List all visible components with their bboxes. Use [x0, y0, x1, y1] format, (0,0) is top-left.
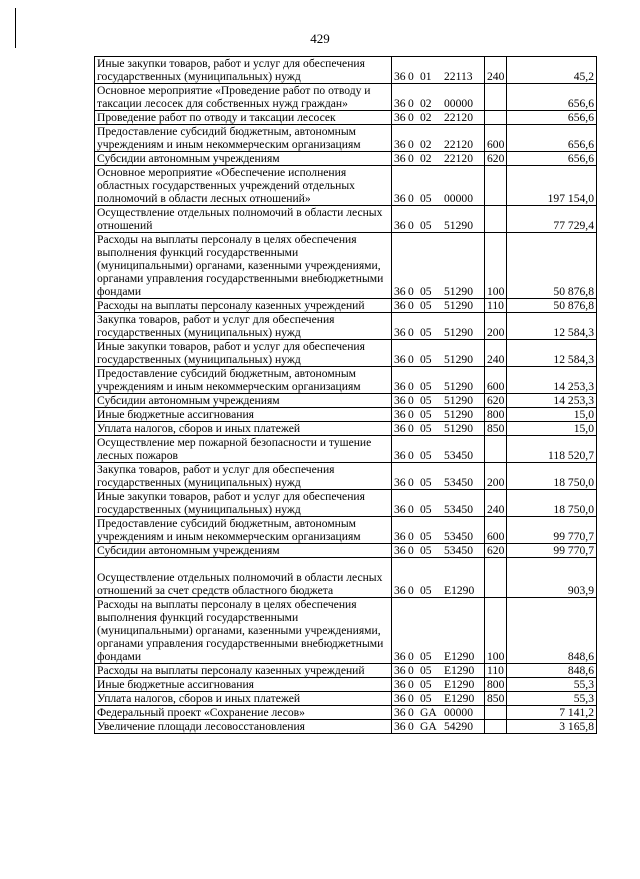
row-amount: 118 520,7 [507, 436, 597, 463]
row-amount: 656,6 [507, 125, 597, 152]
table-row [95, 340, 597, 367]
row-description: Субсидии автономным учреждениям [95, 152, 392, 166]
code-activity: 05 [420, 476, 432, 489]
code-subprogram: 0 [408, 664, 414, 677]
row-description: Субсидии автономным учреждениям [95, 544, 392, 558]
code-subprogram: 0 [408, 530, 414, 543]
code-program: 36 [394, 530, 406, 543]
code-direction: 51290 [444, 285, 473, 298]
code-activity: 05 [420, 299, 432, 312]
row-expense-type: 620 [485, 152, 507, 166]
code-subprogram: 0 [408, 97, 414, 110]
row-expense-type: 800 [485, 678, 507, 692]
row-code [392, 408, 485, 422]
code-direction: 51290 [444, 219, 473, 232]
row-amount: 197 154,0 [507, 166, 597, 206]
row-expense-type: 100 [485, 233, 507, 299]
code-program: 36 [394, 394, 406, 407]
row-amount: 656,6 [507, 152, 597, 166]
code-subprogram: 0 [408, 503, 414, 516]
code-activity: GA [420, 706, 437, 719]
row-description: Основное мероприятие «Проведение работ по отводу и таксации лесосек для собственных нужд граждан» [95, 84, 392, 111]
table-row [95, 706, 597, 720]
code-activity: 05 [420, 530, 432, 543]
code-subprogram: 0 [408, 408, 414, 421]
row-description: Иные бюджетные ассигнования [95, 408, 392, 422]
code-subprogram: 0 [408, 299, 414, 312]
code-direction: Е1290 [444, 692, 475, 705]
code-program: 36 [394, 326, 406, 339]
code-subprogram: 0 [408, 353, 414, 366]
code-subprogram: 0 [408, 544, 414, 557]
row-expense-type: 100 [485, 598, 507, 664]
table-row [95, 313, 597, 340]
row-expense-type [485, 558, 507, 598]
budget-table-body [95, 57, 597, 734]
code-subprogram: 0 [408, 394, 414, 407]
code-activity: 05 [420, 192, 432, 205]
code-subprogram: 0 [408, 111, 414, 124]
code-direction: 00000 [444, 706, 473, 719]
code-program: 36 [394, 192, 406, 205]
code-activity: 05 [420, 584, 432, 597]
row-code [392, 394, 485, 408]
row-amount: 99 770,7 [507, 544, 597, 558]
code-direction: 53450 [444, 449, 473, 462]
code-subprogram: 0 [408, 422, 414, 435]
row-code [392, 490, 485, 517]
row-expense-type [485, 436, 507, 463]
table-row [95, 166, 597, 206]
row-description: Основное мероприятие «Обеспечение исполнения областных государственных учреждений отдельных полномочий в области лесных отношений» [95, 166, 392, 206]
row-expense-type: 110 [485, 299, 507, 313]
row-description: Предоставление субсидий бюджетным, автономным учреждениям и иным некоммерческим организациям [95, 367, 392, 394]
row-description: Иные закупки товаров, работ и услуг для обеспечения государственных (муниципальных) нужд [95, 57, 392, 84]
code-subprogram: 0 [408, 692, 414, 705]
row-description: Проведение работ по отводу и таксации лесосек [95, 111, 392, 125]
code-direction: 53450 [444, 476, 473, 489]
table-row [95, 490, 597, 517]
row-description: Расходы на выплаты персоналу казенных учреждений [95, 299, 392, 313]
code-direction: 22120 [444, 111, 473, 124]
code-program: 36 [394, 299, 406, 312]
row-amount: 656,6 [507, 111, 597, 125]
row-expense-type: 240 [485, 57, 507, 84]
row-code [392, 720, 485, 734]
code-subprogram: 0 [408, 380, 414, 393]
page-number: 429 [310, 31, 330, 46]
row-expense-type [485, 84, 507, 111]
row-description: Иные закупки товаров, работ и услуг для обеспечения государственных (муниципальных) нужд [95, 340, 392, 367]
code-activity: 05 [420, 544, 432, 557]
code-activity: 05 [420, 503, 432, 516]
row-amount: 50 876,8 [507, 299, 597, 313]
code-subprogram: 0 [408, 476, 414, 489]
table-row [95, 544, 597, 558]
code-program: 36 [394, 678, 406, 691]
row-code [392, 544, 485, 558]
row-code [392, 558, 485, 598]
code-program: 36 [394, 449, 406, 462]
code-direction: 22113 [444, 70, 473, 83]
table-row [95, 558, 597, 598]
code-program: 36 [394, 111, 406, 124]
row-code [392, 166, 485, 206]
code-program: 36 [394, 503, 406, 516]
code-program: 36 [394, 544, 406, 557]
row-amount: 15,0 [507, 422, 597, 436]
code-activity: 05 [420, 650, 432, 663]
row-expense-type: 620 [485, 394, 507, 408]
table-row [95, 152, 597, 166]
row-amount: 77 729,4 [507, 206, 597, 233]
code-activity: 05 [420, 692, 432, 705]
code-direction: Е1290 [444, 584, 475, 597]
row-code [392, 57, 485, 84]
row-expense-type: 240 [485, 490, 507, 517]
row-amount: 7 141,2 [507, 706, 597, 720]
code-direction: 53450 [444, 503, 473, 516]
code-subprogram: 0 [408, 152, 414, 165]
row-amount: 50 876,8 [507, 233, 597, 299]
budget-table [94, 56, 597, 734]
code-program: 36 [394, 422, 406, 435]
row-amount: 3 165,8 [507, 720, 597, 734]
code-activity: 05 [420, 449, 432, 462]
code-direction: 51290 [444, 380, 473, 393]
row-expense-type: 200 [485, 313, 507, 340]
row-description: Расходы на выплаты персоналу в целях обеспечения выполнения функций государственными (муниципальными) органами, казенными учреждениями, органами управления государственными внебюджетными фондами [95, 598, 392, 664]
table-row [95, 233, 597, 299]
code-program: 36 [394, 380, 406, 393]
row-amount: 55,3 [507, 678, 597, 692]
row-expense-type: 620 [485, 544, 507, 558]
code-direction: 00000 [444, 97, 473, 110]
code-subprogram: 0 [408, 720, 414, 733]
row-amount: 656,6 [507, 84, 597, 111]
row-code [392, 517, 485, 544]
code-subprogram: 0 [408, 650, 414, 663]
row-description: Предоставление субсидий бюджетным, автономным учреждениям и иным некоммерческим организациям [95, 517, 392, 544]
row-code [392, 706, 485, 720]
code-program: 36 [394, 664, 406, 677]
row-code [392, 598, 485, 664]
row-description: Осуществление отдельных полномочий в области лесных отношений за счет средств областного бюджета [95, 558, 392, 598]
code-program: 36 [394, 70, 406, 83]
code-activity: 05 [420, 219, 432, 232]
row-description: Федеральный проект «Сохранение лесов» [95, 706, 392, 720]
table-row [95, 394, 597, 408]
row-code [392, 340, 485, 367]
code-subprogram: 0 [408, 192, 414, 205]
code-subprogram: 0 [408, 706, 414, 719]
row-description: Закупка товаров, работ и услуг для обеспечения государственных (муниципальных) нужд [95, 313, 392, 340]
row-description: Расходы на выплаты персоналу в целях обеспечения выполнения функций государственными (муниципальными) органами, казенными учреждениями, органами управления государственными внебюджетными фондами [95, 233, 392, 299]
row-code [392, 299, 485, 313]
table-row [95, 111, 597, 125]
code-program: 36 [394, 408, 406, 421]
table-row [95, 692, 597, 706]
code-subprogram: 0 [408, 219, 414, 232]
row-description: Расходы на выплаты персоналу казенных учреждений [95, 664, 392, 678]
table-row [95, 678, 597, 692]
code-program: 36 [394, 692, 406, 705]
table-row [95, 664, 597, 678]
row-description: Уплата налогов, сборов и иных платежей [95, 422, 392, 436]
row-expense-type: 800 [485, 408, 507, 422]
code-subprogram: 0 [408, 584, 414, 597]
code-activity: 05 [420, 326, 432, 339]
row-amount: 14 253,3 [507, 367, 597, 394]
row-amount: 15,0 [507, 408, 597, 422]
code-program: 36 [394, 353, 406, 366]
code-direction: 22120 [444, 138, 473, 151]
row-code [392, 313, 485, 340]
row-code [392, 436, 485, 463]
row-code [392, 463, 485, 490]
code-activity: 05 [420, 664, 432, 677]
code-activity: 01 [420, 70, 432, 83]
code-direction: 51290 [444, 326, 473, 339]
row-amount: 14 253,3 [507, 394, 597, 408]
code-direction: Е1290 [444, 678, 475, 691]
row-description: Субсидии автономным учреждениям [95, 394, 392, 408]
row-code [392, 206, 485, 233]
code-activity: 02 [420, 138, 432, 151]
row-code [392, 678, 485, 692]
table-row [95, 206, 597, 233]
table-row [95, 517, 597, 544]
code-activity: 02 [420, 97, 432, 110]
code-program: 36 [394, 152, 406, 165]
code-subprogram: 0 [408, 449, 414, 462]
row-code [392, 111, 485, 125]
code-direction: 53450 [444, 544, 473, 557]
row-amount: 55,3 [507, 692, 597, 706]
row-expense-type: 600 [485, 125, 507, 152]
code-activity: 05 [420, 422, 432, 435]
code-program: 36 [394, 219, 406, 232]
code-direction: 51290 [444, 394, 473, 407]
row-code [392, 692, 485, 706]
code-activity: GA [420, 720, 437, 733]
row-amount: 18 750,0 [507, 463, 597, 490]
code-program: 36 [394, 706, 406, 719]
table-row [95, 422, 597, 436]
row-description: Увеличение площади лесовосстановления [95, 720, 392, 734]
code-activity: 05 [420, 408, 432, 421]
code-program: 36 [394, 476, 406, 489]
table-row [95, 367, 597, 394]
code-activity: 05 [420, 285, 432, 298]
row-code [392, 664, 485, 678]
code-program: 36 [394, 650, 406, 663]
code-direction: 51290 [444, 299, 473, 312]
row-description: Осуществление мер пожарной безопасности и тушение лесных пожаров [95, 436, 392, 463]
code-subprogram: 0 [408, 70, 414, 83]
row-description: Иные бюджетные ассигнования [95, 678, 392, 692]
row-amount: 848,6 [507, 664, 597, 678]
row-expense-type: 600 [485, 517, 507, 544]
row-code [392, 84, 485, 111]
code-direction: 51290 [444, 422, 473, 435]
row-description: Иные закупки товаров, работ и услуг для обеспечения государственных (муниципальных) нужд [95, 490, 392, 517]
table-row [95, 720, 597, 734]
row-code [392, 152, 485, 166]
row-code [392, 422, 485, 436]
row-expense-type: 240 [485, 340, 507, 367]
code-subprogram: 0 [408, 138, 414, 151]
row-expense-type [485, 111, 507, 125]
row-amount: 12 584,3 [507, 340, 597, 367]
row-amount: 903,9 [507, 558, 597, 598]
code-program: 36 [394, 97, 406, 110]
table-row [95, 125, 597, 152]
row-expense-type [485, 706, 507, 720]
code-activity: 05 [420, 353, 432, 366]
code-activity: 05 [420, 380, 432, 393]
code-program: 36 [394, 285, 406, 298]
code-direction: 00000 [444, 192, 473, 205]
code-direction: Е1290 [444, 650, 475, 663]
row-expense-type: 600 [485, 367, 507, 394]
row-expense-type: 850 [485, 692, 507, 706]
row-expense-type: 200 [485, 463, 507, 490]
code-direction: Е1290 [444, 664, 475, 677]
code-direction: 51290 [444, 353, 473, 366]
row-code [392, 125, 485, 152]
table-row [95, 84, 597, 111]
code-direction: 51290 [444, 408, 473, 421]
row-amount: 848,6 [507, 598, 597, 664]
row-expense-type [485, 166, 507, 206]
row-description: Предоставление субсидий бюджетным, автономным учреждениям и иным некоммерческим организациям [95, 125, 392, 152]
row-description: Уплата налогов, сборов и иных платежей [95, 692, 392, 706]
row-description: Осуществление отдельных полномочий в области лесных отношений [95, 206, 392, 233]
table-row [95, 57, 597, 84]
code-subprogram: 0 [408, 678, 414, 691]
row-description: Закупка товаров, работ и услуг для обеспечения государственных (муниципальных) нужд [95, 463, 392, 490]
code-subprogram: 0 [408, 285, 414, 298]
row-code [392, 367, 485, 394]
row-expense-type: 850 [485, 422, 507, 436]
row-expense-type [485, 720, 507, 734]
code-activity: 02 [420, 111, 432, 124]
row-code [392, 233, 485, 299]
row-amount: 12 584,3 [507, 313, 597, 340]
code-activity: 05 [420, 678, 432, 691]
row-amount: 45,2 [507, 57, 597, 84]
row-amount: 99 770,7 [507, 517, 597, 544]
code-activity: 02 [420, 152, 432, 165]
code-direction: 54290 [444, 720, 473, 733]
row-amount: 18 750,0 [507, 490, 597, 517]
code-activity: 05 [420, 394, 432, 407]
table-row [95, 598, 597, 664]
code-direction: 53450 [444, 530, 473, 543]
table-row [95, 408, 597, 422]
code-subprogram: 0 [408, 326, 414, 339]
table-row [95, 436, 597, 463]
code-program: 36 [394, 584, 406, 597]
code-direction: 22120 [444, 152, 473, 165]
code-program: 36 [394, 138, 406, 151]
row-expense-type [485, 206, 507, 233]
code-program: 36 [394, 720, 406, 733]
row-expense-type: 110 [485, 664, 507, 678]
table-row [95, 299, 597, 313]
table-row [95, 463, 597, 490]
